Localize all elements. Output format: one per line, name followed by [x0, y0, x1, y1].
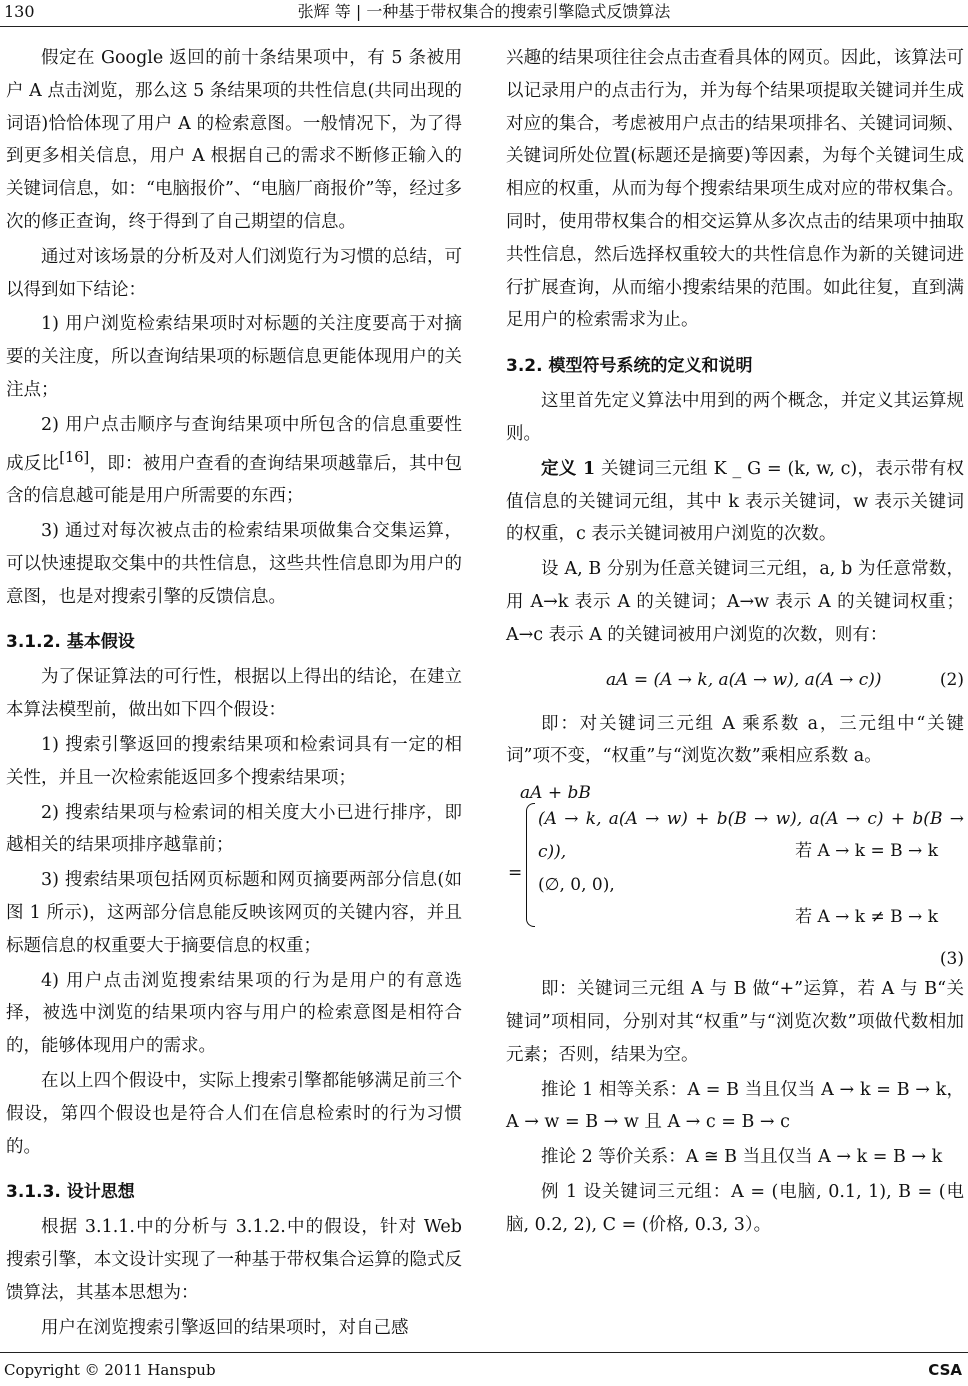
paragraph: 根据 3.1.1.中的分析与 3.1.2.中的假设，针对 Web 搜索引擎，本文设计实现了一种基于带权集合运算的隐式反馈算法，其基本思想为：: [6, 1217, 462, 1303]
equals-sign: =: [508, 863, 523, 884]
case-2-condition: 若 A → k ≠ B → k: [795, 907, 938, 928]
corollary-2: 推论 2 等价关系：A ≅ B 当且仅当 A → k = B → k: [541, 1147, 943, 1168]
equation-lhs: aA + bB: [520, 783, 591, 804]
page-number: 130: [4, 2, 35, 21]
case-1-formula: (A → k, a(A → w) + b(B → w), a(A → c) + b(B → c)),: [538, 809, 964, 862]
case-1-condition: 若 A → k = B → k: [795, 841, 938, 862]
paragraph: 3) 通过对每次被点击的检索结果项做集合交集运算，可以快速提取交集中的共性信息，这些共性信息即为用户的意图，也是对搜索引擎的反馈信息。: [6, 520, 462, 607]
equation-2: [506, 658, 964, 698]
paragraph: 2) 搜索结果项与检索词的相关度大小已进行排序，即越相关的结果项排序越靠前；: [6, 802, 462, 856]
paragraph: 这里首先定义算法中用到的两个概念，并定义其运算规则。: [506, 391, 964, 444]
paragraph: 用户在浏览搜索引擎返回的结果项时，对自己感: [41, 1317, 409, 1338]
case-2-formula: (∅, 0, 0),: [538, 875, 615, 896]
paragraph: [6, 409, 462, 513]
paragraph: 兴趣的结果项往往会点击查看具体的网页。因此，该算法可以记录用户的点击行为，并为每个结果项提取关键词并生成对应的集合，考虑被用户点击的结果项排名、关键词词频、关键词所处位置(标题还是摘要)等因素，为每个关键词生成相应的权重，从而为每个搜索结果项生成对应的带权集合。同时，使用带权集合的相交运算从多次点击的结果项中抽取共性信息，然后选择权重较大的共性信息作为新的关键词进行扩展查询，从而缩小搜索结果的范围。如此往复，直到满足用户的检索需求为止。: [506, 48, 964, 331]
paragraph: 即：关键词三元组 A 与 B 做“+”运算，若 A 与 B“关键词”项相同，分别对其“权重”与“浏览次数”项做代数相加元素；否则，结果为空。: [506, 979, 964, 1065]
paragraph: 3) 搜索结果项包括网页标题和网页摘要两部分信息(如图 1 所示)，这两部分信息能反映该网页的关键内容，并且标题信息的权重要大于摘要信息的权重；: [6, 870, 462, 956]
page-header: [0, 0, 968, 27]
example-1: 例 1 设关键词三元组：A = (电脑, 0.1, 1), B = (电脑, 0.2, 2), C = (价格, 0.3, 3）。: [506, 1181, 964, 1235]
running-title: 张辉 等 | 一种基于带权集合的搜索引擎隐式反馈算法: [297, 2, 671, 21]
section-heading-3-2: 3.2. 模型符号系统的定义和说明: [506, 356, 753, 377]
page-footer: [0, 1352, 968, 1383]
paragraph: 假定在 Google 返回的前十条结果项中，有 5 条被用户 A 点击浏览，那么这 5 条结果项的共性信息(共同出现的词语)恰恰体现了用户 A 的检索意图。一般情况下，为了得到更多相关信息，用户 A 根据自己的需求不断修正输入的关键词信息，如：“电脑报价”、“电脑厂商报价”等，经过多次的修正查询，终于得到了自己期望的信息。: [6, 48, 462, 232]
paragraph: 为了保证算法的可行性，根据以上得出的结论，在建立本算法模型前，做出如下四个假设：: [6, 667, 462, 721]
left-column: [6, 42, 462, 1347]
definition-label: 定义 1: [541, 458, 596, 479]
paragraph: 即：对关键词三元组 A 乘系数 a，三元组中“关键词”项不变，“权重”与“浏览次数”乘相应系数 a。: [506, 713, 964, 767]
right-column: [506, 42, 964, 1244]
paragraph: 通过对该场景的分析及对人们浏览行为习惯的总结，可以得到如下结论：: [6, 246, 462, 300]
equation-number: (3): [939, 949, 964, 970]
left-brace: [526, 803, 535, 927]
paragraph: 在以上四个假设中，实际上搜索引擎都能够满足前三个假设，第四个假设也是符合人们在信息检索时的行为习惯的。: [6, 1070, 462, 1157]
paragraph-text: ，即：被用户查看的查询结果项越靠后，其中包含的信息越可能是用户所需要的东西；: [6, 453, 463, 507]
definition-1: [506, 453, 964, 551]
equation-number: (2): [939, 669, 964, 690]
definition-text: 关键词三元组 K _ G = (k, w, c)，表示带有权值信息的关键词元组，其中 k 表示关键词，w 表示关键词的权重，c 表示关键词被用户浏览的次数。: [506, 458, 964, 545]
copyright-notice: Copyright © 2011 Hanspub: [4, 1361, 216, 1379]
paragraph: 4) 用户点击浏览搜索结果项的行为是用户的有意选择，被选中浏览的结果项内容与用户的检索意图是相符合的，能够体现用户的需求。: [6, 970, 462, 1057]
corollary-1: 推论 1 相等关系：A = B 当且仅当 A → k = B → k，A → w = B → w 且 A → c = B → c: [506, 1079, 964, 1133]
section-heading-3-1-2: 3.1.2. 基本假设: [6, 632, 135, 653]
journal-abbrev: CSA: [928, 1361, 962, 1379]
paragraph: 1) 用户浏览检索结果项时对标题的关注度要高于对摘要的关注度，所以查询结果项的标题信息更能体现用户的关注点；: [6, 314, 462, 400]
citation-ref[interactable]: [16]: [59, 448, 90, 466]
section-heading-3-1-3: 3.1.3. 设计思想: [6, 1182, 135, 1203]
equation-formula: aA = (A → k, a(A → w), a(A → c)): [606, 669, 882, 690]
equation-3: [506, 777, 964, 970]
paragraph: 1) 搜索引擎返回的搜索结果项和检索词具有一定的相关性，并且一次检索能返回多个搜索结果项；: [6, 734, 462, 788]
paragraph-text: 2) 用户点击顺序与查询结果项中所包含的信息重要性成反比: [6, 414, 462, 474]
paragraph: 设 A, B 分别为任意关键词三元组，a, b 为任意常数，用 A→k 表示 A 的关键词；A→w 表示 A 的关键词权重；A→c 表示 A 的关键词被用户浏览的次数，则有：: [506, 559, 964, 645]
